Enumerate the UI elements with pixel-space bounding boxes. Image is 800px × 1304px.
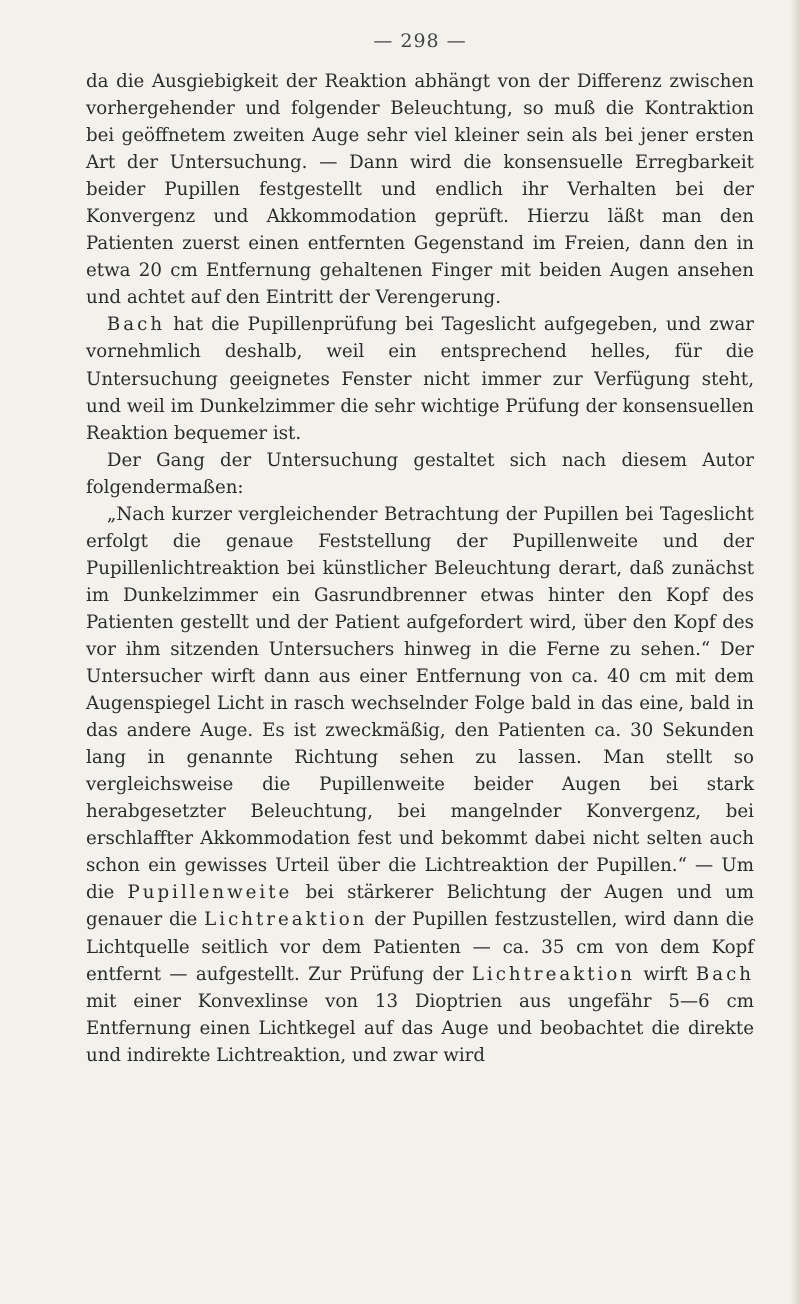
emphasized-text: Bach: [106, 314, 166, 336]
text-segment: bei stärkerer Belichtung der Augen und um genauer die: [86, 882, 754, 931]
body-text: [86, 68, 754, 1069]
paragraph-p4: [86, 501, 754, 1069]
emphasized-text: Pupillenweite: [127, 882, 293, 904]
page-number: — 298 —: [373, 30, 467, 52]
paragraph-p2: [86, 311, 754, 446]
emphasized-text: Bach: [695, 963, 754, 985]
text-segment: der Pupillen festzustellen, wird dann die Lichtquelle seitlich vor dem Patienten — ca. 35 cm von dem Kopf entfernt — aufgestellt. Zur Prüfung der: [86, 909, 755, 985]
text-segment: mit einer Konvexlinse von 13 Dioptrien aus ungefähr 5—6 cm Entfernung einen Lichtkegel auf das Auge und beobachtet die direkte und indirekte Lichtreaktion, und zwar wird: [86, 990, 754, 1066]
text-segment: wirft: [635, 963, 696, 985]
text-segment: da die Ausgiebigkeit der Reaktion abhängt von der Differenz zwischen vorhergehender und folgender Beleuchtung, so muß die Kontraktion bei geöffnetem zweiten Auge sehr viel kleiner sein als bei jener ersten Art der Untersuchung. — Dann wird die konsensuelle Erregbarkeit beider Pupillen festgestellt und endlich ihr Verhalten bei der Konvergenz und Akkommodation geprüft. Hierzu läßt man den Patienten zuerst einen entfernten Gegenstand im Freien, dann den in etwa 20 cm Entfernung gehaltenen Finger mit beiden Augen ansehen und achtet auf den Eintritt der Verengerung.: [86, 71, 754, 309]
text-segment: Der Gang der Untersuchung gestaltet sich nach diesem Autor folgendermaßen:: [86, 449, 754, 498]
text-segment: hat die Pupillenprüfung bei Tageslicht aufgegeben, und zwar vornehmlich deshalb, weil ein entsprechend helles, für die Untersuchung geeignetes Fenster nicht immer zur Verfügung steht, und weil im Dunkelzimmer die sehr wichtige Prüfung der konsensuellen Reaktion bequemer ist.: [86, 314, 754, 444]
book-page: [86, 30, 754, 1069]
paragraph-p3: [86, 447, 754, 501]
text-segment: „Nach kurzer vergleichender Betrachtung der Pupillen bei Tageslicht erfolgt die genaue Feststellung der Pupillenweite und der Pupillenlichtreaktion bei künstlicher Beleuchtung derart, daß zunächst im Dunkelzimmer ein Gasrundbrenner etwas hinter den Kopf des Patienten gestellt und der Patient aufgefordert wird, über den Kopf des vor ihm sitzenden Untersuchers hinweg in die Ferne zu sehen.“ Der Untersucher wirft dann aus einer Entfernung von ca. 40 cm mit dem Augenspiegel Licht in rasch wechselnder Folge bald in das eine, bald in das andere Auge. Es ist zweckmäßig, den Patienten ca. 30 Sekunden lang in genannte Richtung sehen zu lassen. Man stellt so vergleichsweise die Pupillenweite beider Augen bei stark herabgesetzter Beleuchtung, bei mangelnder Konvergenz, bei erschlaffter Akkommodation fest und bekommt dabei nicht selten auch schon ein gewisses Urteil über die Lichtreaktion der Pupillen.“ — Um die: [86, 503, 754, 904]
emphasized-text: Lichtreaktion: [471, 963, 636, 985]
emphasized-text: Lichtreaktion: [204, 909, 368, 931]
page-edge-shadow: [790, 0, 800, 1304]
paragraph-p1: [86, 68, 754, 311]
